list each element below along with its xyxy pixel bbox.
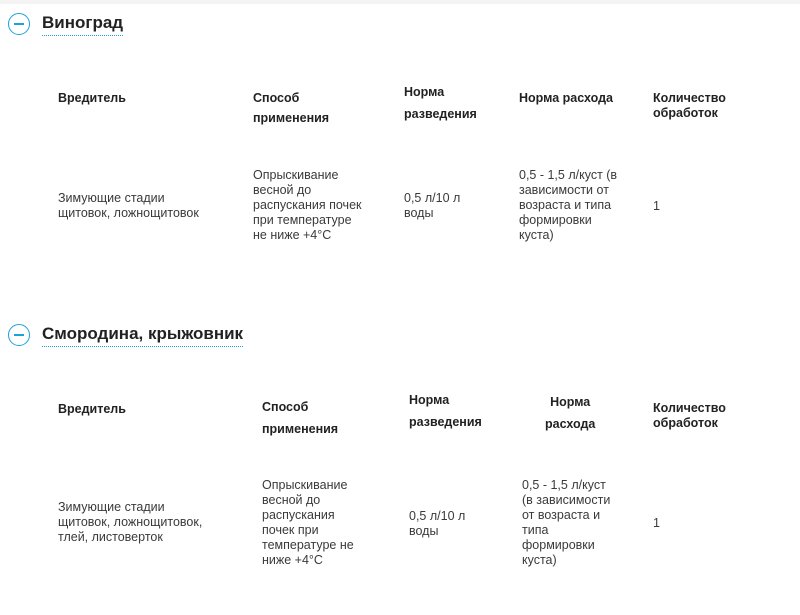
text-line: весной до bbox=[262, 493, 321, 507]
cell-consumption bbox=[519, 168, 617, 243]
header-method-line: применения bbox=[262, 422, 339, 436]
text-line: 0,5 - 1,5 л/куст (в bbox=[519, 168, 618, 182]
header-treatments-line: Количество bbox=[653, 91, 726, 105]
header-consumption-line: расхода bbox=[545, 417, 596, 431]
text-line: 0,5 - 1,5 л/куст bbox=[522, 478, 606, 492]
header-method bbox=[262, 396, 338, 440]
header-treatments-line: Количество bbox=[653, 401, 726, 415]
header-dilution bbox=[404, 81, 477, 125]
text-line: Зимующие стадии bbox=[58, 500, 165, 514]
header-consumption: Норма расхода bbox=[519, 91, 614, 105]
text-line: щитовок, ложнощитовок, bbox=[58, 515, 203, 529]
section-title: Смородина, крыжовник bbox=[42, 324, 243, 347]
text-line: типа bbox=[522, 523, 549, 537]
section-grape bbox=[0, 0, 800, 290]
cell-dilution bbox=[409, 509, 465, 539]
text-line: куста) bbox=[519, 228, 554, 242]
text-line: (в зависимости bbox=[522, 493, 611, 507]
cell-pest bbox=[58, 500, 202, 545]
text-line: 0,5 л/10 л bbox=[409, 509, 466, 523]
text-line: ниже +4°С bbox=[262, 553, 323, 567]
header-treatments bbox=[653, 91, 726, 121]
text-line: почек при bbox=[262, 523, 319, 537]
text-line: Опрыскивание bbox=[253, 168, 339, 182]
text-line: куста) bbox=[522, 553, 557, 567]
collapse-icon[interactable] bbox=[8, 13, 30, 35]
text-line: щитовок, ложнощитовок bbox=[58, 206, 199, 220]
section-title: Виноград bbox=[42, 13, 123, 36]
header-method-line: Способ bbox=[262, 400, 309, 414]
header-method-line: применения bbox=[253, 111, 330, 125]
header-treatments-line: обработок bbox=[653, 416, 718, 430]
text-line: распускания bbox=[262, 508, 335, 522]
text-line: формировки bbox=[519, 213, 592, 227]
header-dilution bbox=[409, 389, 482, 433]
text-line: тлей, листоверток bbox=[58, 530, 163, 544]
cell-dilution bbox=[404, 191, 460, 221]
header-dilution-line: разведения bbox=[409, 415, 482, 429]
cell-treatments: 1 bbox=[653, 199, 660, 213]
text-line: не ниже +4°С bbox=[253, 228, 332, 242]
cell-consumption bbox=[522, 478, 610, 568]
text-line: зависимости от bbox=[519, 183, 609, 197]
text-line: воды bbox=[404, 206, 434, 220]
header-dilution-line: разведения bbox=[404, 107, 477, 121]
header-consumption bbox=[545, 391, 595, 435]
header-method bbox=[253, 88, 329, 128]
text-line: распускания почек bbox=[253, 198, 362, 212]
text-line: от возраста и bbox=[522, 508, 601, 522]
header-consumption-line: Норма bbox=[550, 395, 591, 409]
header-pest: Вредитель bbox=[58, 402, 126, 416]
text-line: Опрыскивание bbox=[262, 478, 348, 492]
cell-pest bbox=[58, 191, 199, 221]
text-line: весной до bbox=[253, 183, 312, 197]
header-dilution-line: Норма bbox=[409, 393, 450, 407]
section-header-currant[interactable] bbox=[8, 320, 243, 350]
cell-method bbox=[253, 168, 361, 243]
cell-treatments: 1 bbox=[653, 516, 660, 530]
header-method-line: Способ bbox=[253, 91, 300, 105]
cell-method bbox=[262, 478, 354, 568]
header-pest: Вредитель bbox=[58, 91, 126, 105]
header-treatments-line: обработок bbox=[653, 106, 718, 120]
text-line: возраста и типа bbox=[519, 198, 612, 212]
text-line: формировки bbox=[522, 538, 595, 552]
text-line: Зимующие стадии bbox=[58, 191, 165, 205]
section-header-grape[interactable] bbox=[8, 9, 123, 39]
collapse-icon[interactable] bbox=[8, 324, 30, 346]
header-treatments bbox=[653, 401, 726, 431]
text-line: температуре не bbox=[262, 538, 354, 552]
text-line: при температуре bbox=[253, 213, 352, 227]
header-dilution-line: Норма bbox=[404, 85, 445, 99]
text-line: воды bbox=[409, 524, 439, 538]
section-currant bbox=[0, 310, 800, 615]
text-line: 0,5 л/10 л bbox=[404, 191, 461, 205]
